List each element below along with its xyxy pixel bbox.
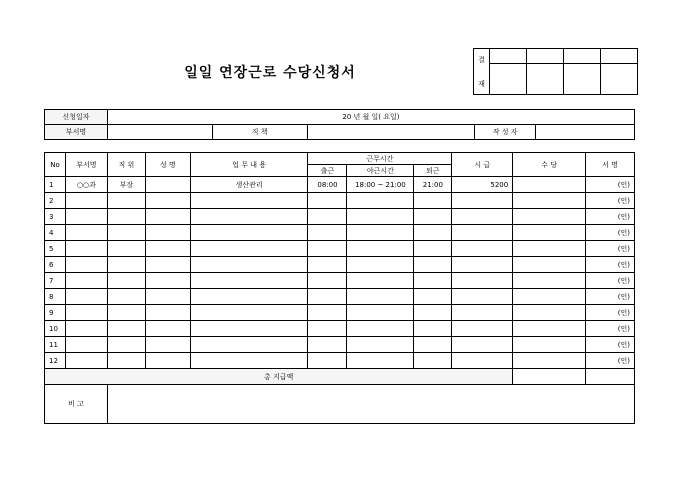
table-row xyxy=(45,257,635,273)
row-work[interactable] xyxy=(190,273,308,289)
dept-value[interactable] xyxy=(107,125,212,140)
row-position[interactable] xyxy=(107,225,145,241)
row-overtime[interactable] xyxy=(347,273,414,289)
row-allowance[interactable] xyxy=(513,337,586,353)
header-sign: 서 명 xyxy=(586,153,635,177)
row-dept[interactable] xyxy=(65,305,107,321)
row-work[interactable] xyxy=(190,225,308,241)
row-start[interactable] xyxy=(308,193,347,209)
row-start[interactable] xyxy=(308,305,347,321)
approval-sign-1[interactable] xyxy=(490,64,527,95)
row-allowance[interactable] xyxy=(513,305,586,321)
row-dept[interactable] xyxy=(65,193,107,209)
date-label: 신청일자 xyxy=(45,110,108,125)
position-value[interactable] xyxy=(307,125,475,140)
row-sign: (인) xyxy=(586,321,635,337)
row-end[interactable] xyxy=(414,209,452,225)
header-end: 퇴근 xyxy=(414,165,452,177)
row-sign: (인) xyxy=(586,305,635,321)
remarks-value[interactable] xyxy=(107,385,634,424)
row-sign: (인) xyxy=(586,177,635,193)
row-position[interactable] xyxy=(107,273,145,289)
row-dept[interactable] xyxy=(65,225,107,241)
row-sign: (인) xyxy=(586,209,635,225)
approval-label-bottom: 재 xyxy=(478,79,485,88)
row-wage[interactable] xyxy=(452,209,513,225)
row-position[interactable] xyxy=(107,241,145,257)
table-row xyxy=(45,321,635,337)
row-position[interactable] xyxy=(107,321,145,337)
row-end[interactable] xyxy=(414,305,452,321)
row-start[interactable]: 08:00 xyxy=(308,177,347,193)
row-dept[interactable] xyxy=(65,209,107,225)
row-work[interactable] xyxy=(190,353,308,369)
approval-header-4 xyxy=(601,49,638,64)
table-row xyxy=(45,273,635,289)
row-sign: (인) xyxy=(586,353,635,369)
approval-label-top: 결 xyxy=(478,55,485,64)
row-no: 5 xyxy=(45,241,66,257)
header-work: 업 무 내 용 xyxy=(190,153,308,177)
row-allowance[interactable] xyxy=(513,321,586,337)
approval-box xyxy=(473,48,638,95)
table-row xyxy=(45,337,635,353)
row-sign: (인) xyxy=(586,273,635,289)
row-dept[interactable] xyxy=(65,241,107,257)
row-end[interactable] xyxy=(414,241,452,257)
row-position[interactable] xyxy=(107,289,145,305)
row-end[interactable] xyxy=(414,193,452,209)
table-row xyxy=(45,177,635,193)
approval-label xyxy=(474,49,490,95)
remarks-label: 비 고 xyxy=(45,385,108,424)
date-value[interactable]: 20 년 월 일( 요일) xyxy=(107,110,634,125)
row-name[interactable] xyxy=(145,257,190,273)
row-start[interactable] xyxy=(308,321,347,337)
row-wage[interactable] xyxy=(452,353,513,369)
row-dept[interactable] xyxy=(65,353,107,369)
row-sign: (인) xyxy=(586,257,635,273)
row-name[interactable] xyxy=(145,209,190,225)
row-work[interactable] xyxy=(190,337,308,353)
total-sign xyxy=(586,369,635,385)
table-row xyxy=(45,241,635,257)
row-start[interactable] xyxy=(308,257,347,273)
row-end[interactable] xyxy=(414,273,452,289)
row-start[interactable] xyxy=(308,273,347,289)
table-row xyxy=(45,193,635,209)
row-dept[interactable]: ○○과 xyxy=(65,177,107,193)
row-dept[interactable] xyxy=(65,337,107,353)
header-allowance: 수 당 xyxy=(513,153,586,177)
row-name[interactable] xyxy=(145,321,190,337)
row-name[interactable] xyxy=(145,177,190,193)
row-allowance[interactable] xyxy=(513,225,586,241)
row-position[interactable] xyxy=(107,337,145,353)
row-name[interactable] xyxy=(145,305,190,321)
row-sign: (인) xyxy=(586,193,635,209)
row-end[interactable] xyxy=(414,321,452,337)
row-sign: (인) xyxy=(586,289,635,305)
row-end[interactable] xyxy=(414,257,452,273)
row-work[interactable]: 생산관리 xyxy=(190,177,308,193)
row-name[interactable] xyxy=(145,225,190,241)
row-position[interactable] xyxy=(107,209,145,225)
row-sign: (인) xyxy=(586,241,635,257)
row-overtime[interactable] xyxy=(347,241,414,257)
row-work[interactable] xyxy=(190,321,308,337)
row-dept[interactable] xyxy=(65,257,107,273)
row-name[interactable] xyxy=(145,353,190,369)
row-wage[interactable] xyxy=(452,337,513,353)
row-end[interactable] xyxy=(414,225,452,241)
approval-header-3 xyxy=(564,49,601,64)
row-sign: (인) xyxy=(586,225,635,241)
row-wage[interactable]: 5200 xyxy=(452,177,513,193)
row-start[interactable] xyxy=(308,353,347,369)
table-row xyxy=(45,225,635,241)
page-title: 일일 연장근로 수당신청서 xyxy=(184,65,356,81)
row-start[interactable] xyxy=(308,241,347,257)
row-overtime[interactable] xyxy=(347,193,414,209)
row-no: 1 xyxy=(45,177,66,193)
row-position[interactable] xyxy=(107,193,145,209)
row-overtime[interactable] xyxy=(347,353,414,369)
row-overtime[interactable] xyxy=(347,321,414,337)
row-start[interactable] xyxy=(308,337,347,353)
row-overtime[interactable] xyxy=(347,225,414,241)
position-label: 직 책 xyxy=(212,125,307,140)
row-position[interactable]: 부장 xyxy=(107,177,145,193)
row-no: 9 xyxy=(45,305,66,321)
total-allowance[interactable] xyxy=(513,369,586,385)
approval-sign-3[interactable] xyxy=(564,64,601,95)
row-no: 8 xyxy=(45,289,66,305)
row-no: 2 xyxy=(45,193,66,209)
row-start[interactable] xyxy=(308,289,347,305)
row-end[interactable] xyxy=(414,337,452,353)
approval-header-2 xyxy=(527,49,564,64)
row-no: 11 xyxy=(45,337,66,353)
row-name[interactable] xyxy=(145,289,190,305)
approval-sign-2[interactable] xyxy=(527,64,564,95)
row-wage[interactable] xyxy=(452,289,513,305)
row-wage[interactable] xyxy=(452,273,513,289)
row-wage[interactable] xyxy=(452,257,513,273)
row-start[interactable] xyxy=(308,225,347,241)
row-work[interactable] xyxy=(190,257,308,273)
row-overtime[interactable] xyxy=(347,305,414,321)
row-no: 7 xyxy=(45,273,66,289)
dept-label: 부서명 xyxy=(45,125,108,140)
row-work[interactable] xyxy=(190,209,308,225)
row-end[interactable] xyxy=(414,289,452,305)
writer-value[interactable] xyxy=(536,125,635,140)
approval-header-1 xyxy=(490,49,527,64)
row-start[interactable] xyxy=(308,209,347,225)
row-name[interactable] xyxy=(145,241,190,257)
row-wage[interactable] xyxy=(452,241,513,257)
row-sign: (인) xyxy=(586,337,635,353)
header-no: No xyxy=(45,153,66,177)
row-wage[interactable] xyxy=(452,321,513,337)
table-row xyxy=(45,289,635,305)
header-work-time: 근무시간 xyxy=(308,153,452,165)
row-allowance[interactable] xyxy=(513,353,586,369)
row-dept[interactable] xyxy=(65,321,107,337)
row-end[interactable] xyxy=(414,353,452,369)
row-name[interactable] xyxy=(145,193,190,209)
row-overtime[interactable]: 18:00 ~ 21:00 xyxy=(347,177,414,193)
header-overtime: 야근시간 xyxy=(347,165,414,177)
total-label: 총 지급액 xyxy=(45,369,513,385)
row-wage[interactable] xyxy=(452,305,513,321)
row-overtime[interactable] xyxy=(347,209,414,225)
row-work[interactable] xyxy=(190,193,308,209)
table-row xyxy=(45,209,635,225)
row-work[interactable] xyxy=(190,241,308,257)
row-position[interactable] xyxy=(107,257,145,273)
row-name[interactable] xyxy=(145,273,190,289)
row-no: 3 xyxy=(45,209,66,225)
row-no: 12 xyxy=(45,353,66,369)
table-row xyxy=(45,305,635,321)
row-allowance[interactable] xyxy=(513,193,586,209)
row-allowance[interactable] xyxy=(513,177,586,193)
header-start: 출근 xyxy=(308,165,347,177)
row-dept[interactable] xyxy=(65,289,107,305)
writer-label: 작 성 자 xyxy=(475,125,536,140)
row-dept[interactable] xyxy=(65,273,107,289)
row-work[interactable] xyxy=(190,289,308,305)
row-no: 10 xyxy=(45,321,66,337)
row-overtime[interactable] xyxy=(347,257,414,273)
row-wage[interactable] xyxy=(452,225,513,241)
overtime-table xyxy=(44,152,635,424)
row-allowance[interactable] xyxy=(513,289,586,305)
row-name[interactable] xyxy=(145,337,190,353)
row-no: 6 xyxy=(45,257,66,273)
info-table xyxy=(44,109,635,140)
row-end[interactable]: 21:00 xyxy=(414,177,452,193)
table-row xyxy=(45,353,635,369)
header-position: 직 위 xyxy=(107,153,145,177)
approval-sign-4[interactable] xyxy=(601,64,638,95)
row-position[interactable] xyxy=(107,353,145,369)
row-allowance[interactable] xyxy=(513,273,586,289)
row-position[interactable] xyxy=(107,305,145,321)
row-overtime[interactable] xyxy=(347,289,414,305)
header-dept: 부서명 xyxy=(65,153,107,177)
header-wage: 시 급 xyxy=(452,153,513,177)
header-name: 성 명 xyxy=(145,153,190,177)
row-overtime[interactable] xyxy=(347,337,414,353)
row-work[interactable] xyxy=(190,305,308,321)
row-allowance[interactable] xyxy=(513,209,586,225)
row-allowance[interactable] xyxy=(513,257,586,273)
row-allowance[interactable] xyxy=(513,241,586,257)
row-no: 4 xyxy=(45,225,66,241)
row-wage[interactable] xyxy=(452,193,513,209)
